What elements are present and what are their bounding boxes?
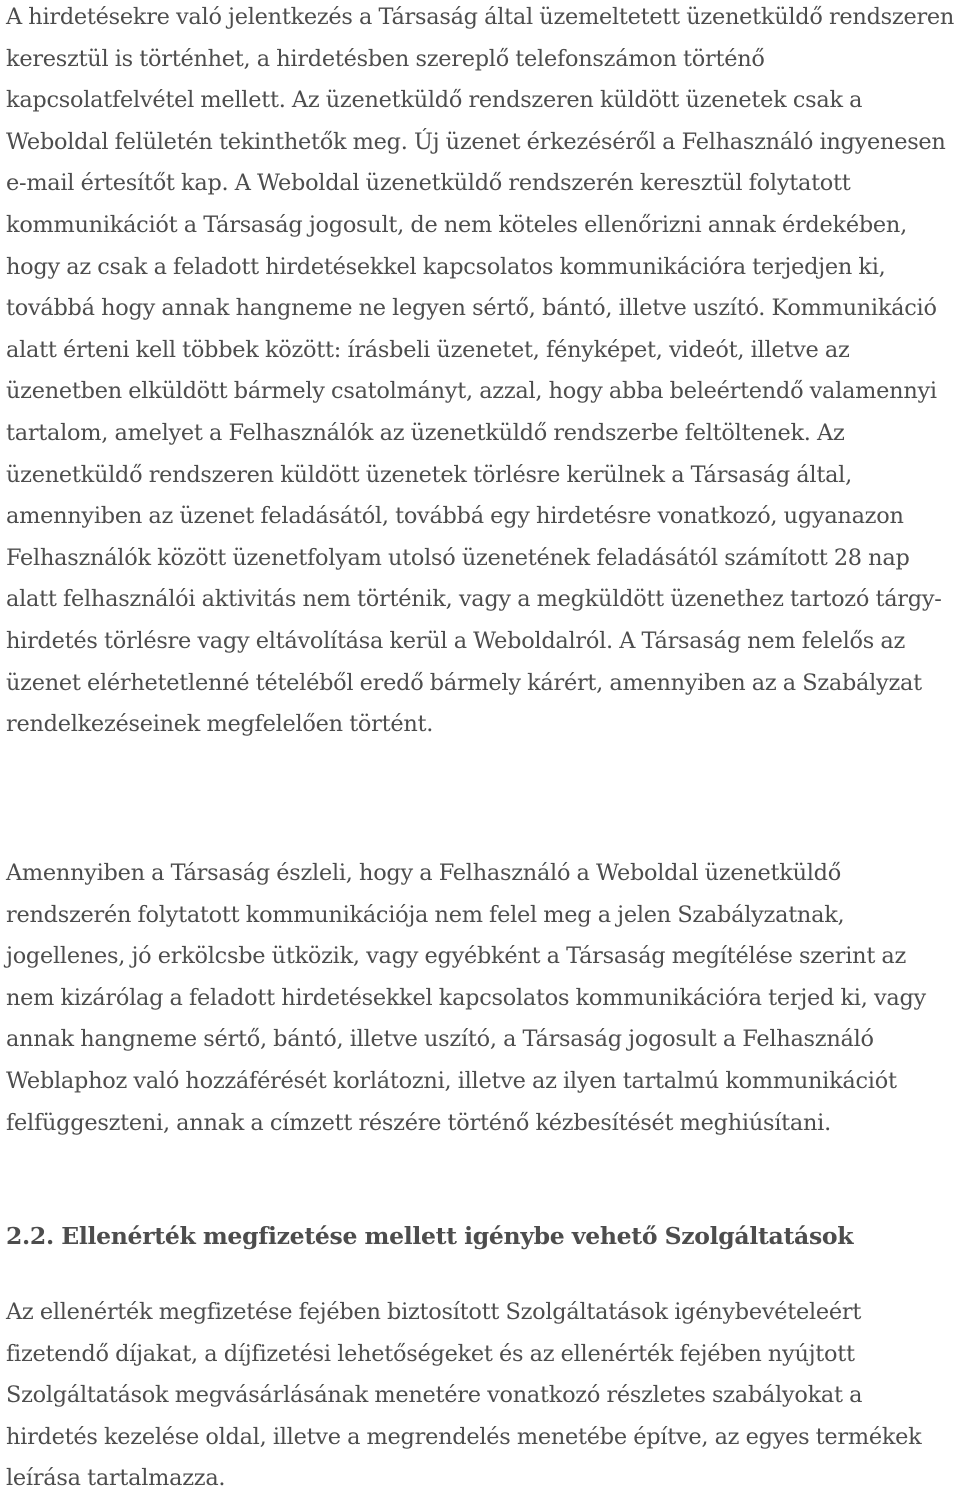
section-heading-2-2: 2.2. Ellenérték megfizetése mellett igénybe vehető Szolgáltatások <box>6 1222 854 1250</box>
paragraph-messaging-system: A hirdetésekre való jelentkezés a Társaság által üzemeltetett üzenetküldő rendszeren keresztül is történhet, a hirdetésben szereplő telefonszámon történő kapcsolatfelvétel mellett. Az üzenetküldő rendszeren küldött üzenetek csak a Weboldal felületén tekinthetők meg. Új üzenet érkezéséről a Felhasználó ingyenesen e-mail értesítőt kap. A Weboldal üzenetküldő rendszerén keresztül folytatott kommunikációt a Társaság jogosult, de nem köteles ellenőrizni annak érdekében, hogy az csak a feladott hirdetésekkel kapcsolatos kommunikációra terjedjen ki, továbbá hogy annak hangneme ne legyen sértő, bántó, illetve uszító. Kommunikáció alatt érteni kell többek között: írásbeli üzenetet, fényképet, videót, illetve az üzenetben elküldött bármely csatolmányt, azzal, hogy abba beleértendő valamennyi tartalom, amelyet a Felhasználók az üzenetküldő rendszerbe feltöltenek. Az üzenetküldő rendszeren küldött üzenetek törlésre kerülnek a Társaság által, amennyiben az üzenet feladásától, továbbá egy hirdetésre vonatkozó, ugyanazon Felhasználók között üzenetfolyam utolsó üzenetének feladásától számított 28 nap alatt felhasználói aktivitás nem történik, vagy a megküldött üzenethez tartozó tárgy-hirdetés törlésre vagy eltávolítása kerül a Weboldalról. A Társaság nem felelős az üzenet elérhetetlenné tételéből eredő bármely kárért, amennyiben az a Szabályzat rendelkezéseinek megfelelően történt. <box>6 4 955 738</box>
paragraph-paid-services: Az ellenérték megfizetése fejében biztosított Szolgáltatások igénybevételeért fizetendő díjakat, a díjfizetési lehetőségeket és az ellenérték fejében nyújtott Szolgáltatások megvásárlásának menetére vonatkozó részletes szabályokat a hirdetés kezelése oldal, illetve a megrendelés menetébe építve, az egyes termékek leírása tartalmazza. <box>6 1299 922 1492</box>
paragraph-communication-restriction: Amennyiben a Társaság észleli, hogy a Felhasználó a Weboldal üzenetküldő rendszerén folytatott kommunikációja nem felel meg a jelen Szabályzatnak, jogellenes, jó erkölcsbe ütközik, vagy egyébként a Társaság megítélése szerint az nem kizárólag a feladott hirdetésekkel kapcsolatos kommunikációra terjed ki, vagy annak hangneme sértő, bántó, illetve uszító, a Társaság jogosult a Felhasználó Weblaphoz való hozzáférését korlátozni, illetve az ilyen tartalmú kommunikációt felfüggeszteni, annak a címzett részére történő kézbesítését meghiúsítani. <box>6 860 926 1136</box>
